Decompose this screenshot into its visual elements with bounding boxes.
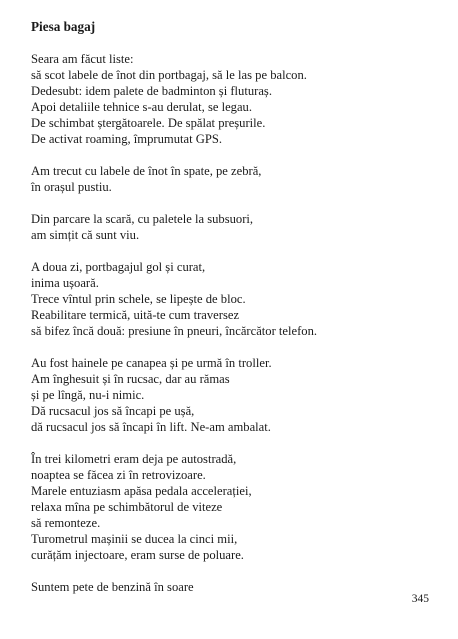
poem-line: Dă rucsacul jos să încapi pe ușă, [31,404,195,418]
stanza [31,355,431,435]
poem-line: Reabilitare termică, uită-te cum traversez [31,308,240,322]
poem-line: noaptea se făcea zi în retrovizoare. [31,468,206,482]
poem-line: să bifez încă două: presiune în pneuri, încărcător telefon. [31,324,318,338]
poem-line: Seara am făcut liste: [31,52,134,66]
poem-line: De activat roaming, împrumutat GPS. [31,132,222,146]
poem-line: relaxa mîna pe schimbătorul de viteze [31,500,223,514]
poem-line: Suntem pete de benzină în soare [31,580,194,594]
poem-title: Piesa bagaj [31,19,96,34]
poem-line: am simțit că sunt viu. [31,228,140,242]
stanza [31,51,431,147]
poem-line: curățăm injectoare, eram surse de poluare. [31,548,244,562]
page-number: 345 [411,593,429,605]
poem-line: dă rucsacul jos să încapi în lift. Ne-am ambalat. [31,420,271,434]
poem-line: Au fost hainele pe canapea și pe urmă în troller. [31,356,272,370]
poem-line: Am înghesuit și în rucsac, dar au rămas [31,372,230,386]
poem-line: Turometrul mașinii se ducea la cinci mii, [31,532,238,546]
poem-line: Trece vîntul prin schele, se lipește de bloc. [31,292,246,306]
poem-line: Din parcare la scară, cu paletele la subsuori, [31,212,254,226]
poem-line: Dedesubt: idem palete de badminton și fluturaș. [31,84,272,98]
poem-line: să remonteze. [31,516,101,530]
poem-line: Marele entuziasm apăsa pedala accelerației, [31,484,252,498]
poem-line: în orașul pustiu. [31,180,112,194]
poem-line: A doua zi, portbagajul gol și curat, [31,260,206,274]
stanza [31,163,431,195]
poem-line: Am trecut cu labele de înot în spate, pe zebră, [31,164,262,178]
stanza [31,451,431,563]
stanza [31,579,431,595]
poem-line: să scot labele de înot din portbagaj, să le las pe balcon. [31,68,307,82]
poem-body [31,51,431,611]
poem-line: De schimbat ștergătoarele. De spălat preșurile. [31,116,266,130]
poem-line: În trei kilometri eram deja pe autostradă, [31,452,237,466]
stanza [31,259,431,339]
poem-line: Apoi detaliile tehnice s-au derulat, se legau. [31,100,253,114]
poem-line: și pe lîngă, nu-i nimic. [31,388,145,402]
poem-line: inima ușoară. [31,276,99,290]
stanza [31,211,431,243]
